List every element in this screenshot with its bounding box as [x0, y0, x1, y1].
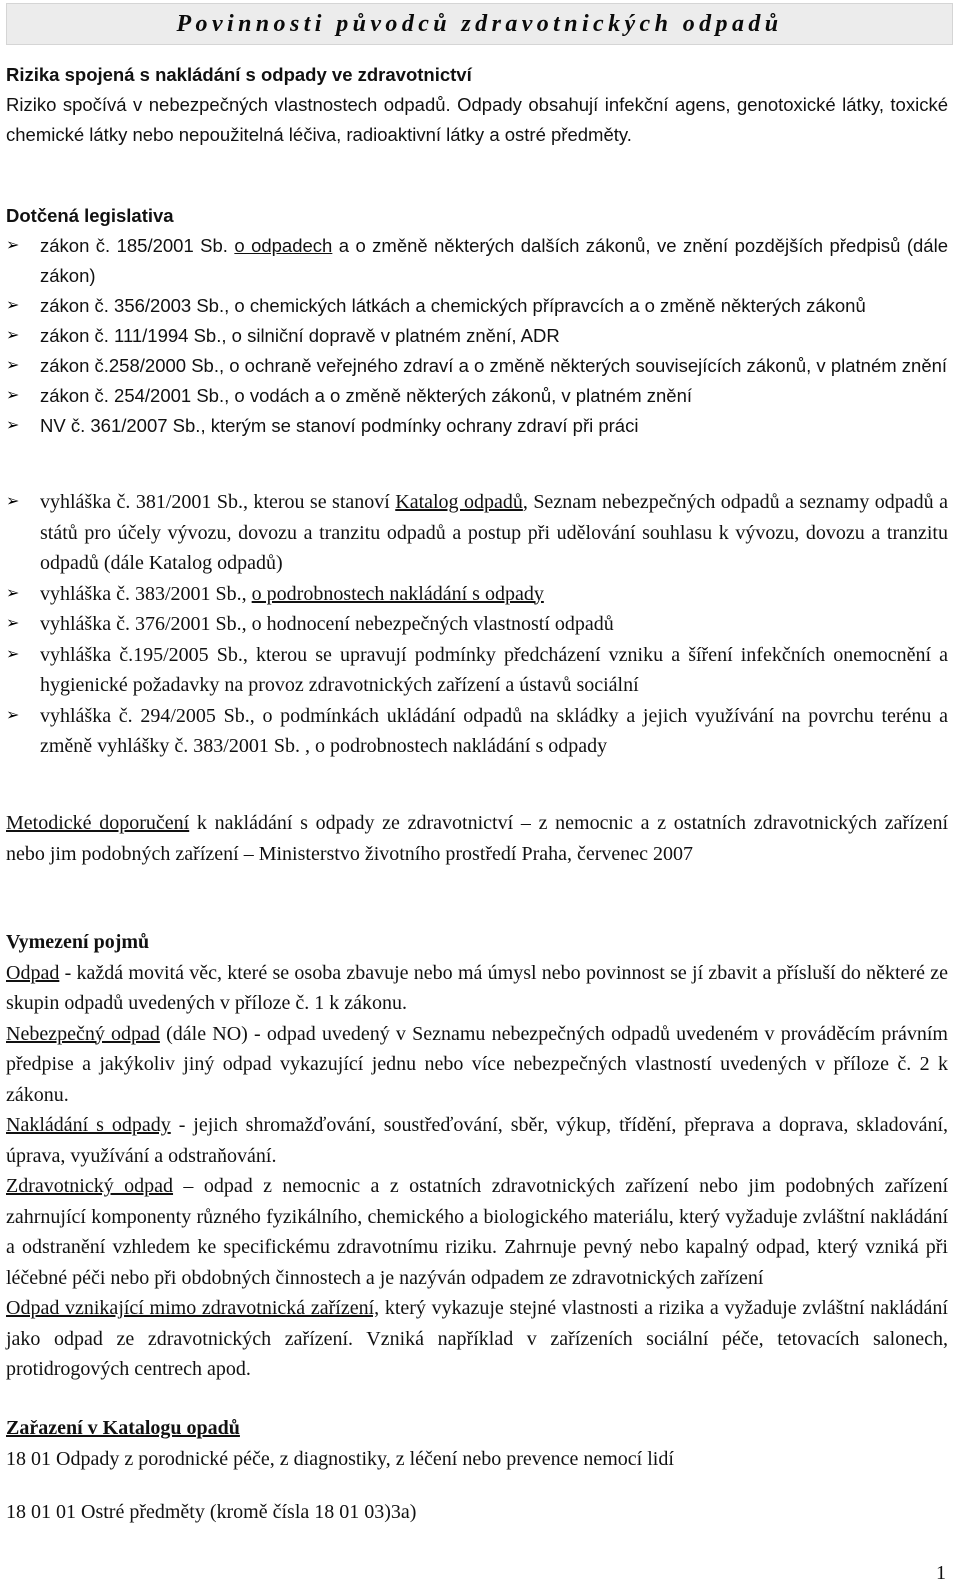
page-title: Povinnosti původců zdravotnických odpadů	[176, 11, 783, 37]
arrow-bullet-icon: ➢	[6, 417, 20, 434]
risks-text: Riziko spočívá v nebezpečných vlastnostech odpadů. Odpady obsahují infekční agens, genotoxické látky, toxické chemické látky nebo nepoužitelná léčiva, radioaktivní látky a ostré předměty.	[6, 94, 948, 145]
legislation-item-text: zákon č.258/2000 Sb.	[40, 355, 219, 376]
legislation-item-text: zákon č. 356/2003 Sb.	[40, 295, 225, 316]
arrow-bullet-icon: ➢	[6, 237, 20, 254]
arrow-bullet-icon: ➢	[6, 493, 20, 510]
catalog-line-2: 18 01 01 Ostré předměty (kromě čísla 18 01 03)3a)	[6, 1501, 417, 1523]
arrow-bullet-icon: ➢	[6, 615, 20, 632]
page-number: 1	[936, 1562, 946, 1584]
legislation-item	[6, 640, 948, 701]
legislation-item	[6, 487, 948, 579]
legislation-item-text-rest: , Seznam nebezpečných odpadů a seznamy odpadů a států pro účely vývozu, dovozu a tranzitu odpadů a postup při udělování souhlasu k vývozu, dovozu a tranzitu odpadů (dále Katalog odpadů)	[40, 491, 948, 574]
method-link[interactable]: Metodické doporučení	[6, 812, 190, 834]
legislation-item-text-rest: , kterým se stanoví podmínky ochrany zdraví při práci	[200, 415, 639, 436]
method-paragraph	[6, 808, 948, 869]
definitions-heading: Vymezení pojmů	[6, 931, 150, 953]
definition-term: Odpad vznikající mimo zdravotnická zařízení,	[6, 1297, 380, 1319]
legislation-item	[6, 231, 948, 291]
definition-term: Zdravotnický odpad	[6, 1175, 174, 1197]
legislation-list-secondary	[6, 487, 948, 762]
legislation-item-link[interactable]: o odpadech	[234, 235, 333, 256]
arrow-bullet-icon: ➢	[6, 584, 20, 602]
definition-item	[6, 1293, 948, 1385]
legislation-item	[6, 351, 948, 381]
arrow-bullet-icon: ➢	[6, 387, 20, 404]
legislation-item-text: NV č. 361/2007 Sb.	[40, 415, 201, 436]
legislation-section	[6, 201, 948, 441]
legislation-item-text: zákon č. 111/1994 Sb.	[40, 325, 222, 346]
legislation-item-link[interactable]: o podrobnostech nakládání s odpady	[251, 582, 544, 605]
arrow-bullet-icon: ➢	[6, 645, 20, 663]
legislation-item	[6, 609, 948, 640]
method-text: k nakládání s odpady ze zdravotnictví – z nemocnic a z ostatních zdravotnických zařízení nebo jim podobných zařízení – Ministerstvo životního prostředí Praha, červenec 2007	[6, 812, 948, 865]
legislation-item-link[interactable]: Katalog odpadů	[395, 491, 523, 513]
legislation-item	[6, 321, 948, 351]
legislation-item-text: vyhláška č. 294/2005 Sb., o podmínkách ukládání odpadů na skládky a jejich využívání na povrchu terénu a změně vyhlášky č. 383/2001 Sb. , o podrobnostech nakládání s odpady	[40, 704, 948, 757]
definitions-section	[6, 927, 948, 1385]
definition-text: který vykazuje stejné vlastnosti a rizika a vyžaduje zvláštní nakládání jako odpad ze zdravotnických zařízení. Vzniká například v zařízeních sociální péče, tetovacích salonech, protidrogových centrech apod.	[6, 1297, 948, 1380]
definitions-list	[6, 958, 948, 1385]
legislation-item-text-rest: , o silniční dopravě v platném znění, ADR	[221, 325, 560, 346]
definition-text: – odpad z nemocnic a z ostatních zdravotnických zařízení nebo jim podobných zařízení zahrnující komponenty různého fyzikálního, chemického a biologického materiálu, který vyžaduje zvláštní nakládání a odstranění vzhledem ke specifickému zdravotnímu riziku. Zahrnuje pevný nebo kapalný odpad, který vzniká při léčebné péči nebo při obdobných činnostech a je nazýván odpadem ze zdravotnických zařízení	[6, 1175, 948, 1289]
arrow-bullet-icon: ➢	[6, 327, 20, 344]
title-banner	[6, 3, 953, 45]
definition-text: - jejich shromažďování, soustřeďování, sběr, výkup, třídění, přeprava a doprava, skladování, úprava, využívání a odstraňování.	[6, 1114, 948, 1167]
legislation-item-text: vyhláška č. 381/2001 Sb., kterou se stanoví	[40, 491, 396, 513]
legislation-item	[6, 381, 948, 411]
legislation-item-text-rest: , o vodách a o změně některých zákonů, v platném znění	[224, 385, 693, 406]
catalog-item	[6, 1497, 948, 1528]
catalog-line-1: 18 01 Odpady z porodnické péče, z diagnostiky, z léčení nebo prevence nemocí lidí	[6, 1447, 674, 1470]
legislation-item	[6, 579, 948, 610]
legislation-item-text: zákon č. 254/2001 Sb.	[40, 385, 225, 406]
definition-item	[6, 1019, 948, 1111]
legislation-item-text-rest: , o chemických látkách a chemických přípravcích a o změně některých zákonů	[224, 295, 866, 316]
definition-term: Nakládání s odpady	[6, 1114, 171, 1136]
definition-term: Nebezpečný odpad	[6, 1022, 160, 1045]
legislation-item-text: zákon č. 185/2001 Sb.	[40, 235, 235, 256]
catalog-section	[6, 1413, 948, 1474]
arrow-bullet-icon: ➢	[6, 357, 20, 374]
legislation-item	[6, 411, 948, 441]
definition-item	[6, 1171, 948, 1293]
risks-heading: Rizika spojená s nakládání s odpady ve zdravotnictví	[6, 64, 472, 85]
legislation-item-text: vyhláška č. 376/2001 Sb., o hodnocení nebezpečných vlastností odpadů	[40, 613, 614, 635]
definition-text: - každá movitá věc, které se osoba zbavuje nebo má úmysl nebo povinnost se jí zbavit a přísluší do některé ze skupin odpadů uvedených v příloze č. 1 k zákonu.	[6, 961, 948, 1014]
legislation-item-text: vyhláška č. 383/2001 Sb.,	[40, 582, 252, 605]
risks-section	[6, 60, 948, 150]
legislation-list-secondary-wrap	[6, 487, 948, 762]
legislation-item	[6, 701, 948, 762]
definition-text: (dále NO) - odpad uvedený v Seznamu nebezpečných odpadů uvedeném v prováděcím právním předpise a jakýkoliv jiný odpad vykazující jednu nebo více nebezpečných vlastností uvedených v příloze č. 2 k zákonu.	[6, 1022, 948, 1106]
legislation-item-text: vyhláška č.195/2005 Sb., kterou se upravují podmínky předcházení vzniku a šíření infekčních onemocnění a hygienické požadavky na provoz zdravotnických zařízení a ústavů sociální	[40, 643, 948, 696]
legislation-item-text-rest: a o změně některých dalších zákonů, ve znění pozdějších předpisů (dále zákon)	[40, 235, 948, 286]
legislation-heading: Dotčená legislativa	[6, 205, 174, 226]
legislation-list-primary	[6, 231, 948, 441]
catalog-heading: Zařazení v Katalogu opadů	[6, 1417, 240, 1439]
definition-item	[6, 958, 948, 1019]
legislation-item-text-rest: , o ochraně veřejného zdraví a o změně některých souvisejících zákonů, v platném znění	[218, 355, 948, 376]
arrow-bullet-icon: ➢	[6, 706, 20, 724]
definition-term: Odpad	[6, 961, 60, 984]
arrow-bullet-icon: ➢	[6, 297, 20, 314]
legislation-item	[6, 291, 948, 321]
definition-item	[6, 1110, 948, 1171]
